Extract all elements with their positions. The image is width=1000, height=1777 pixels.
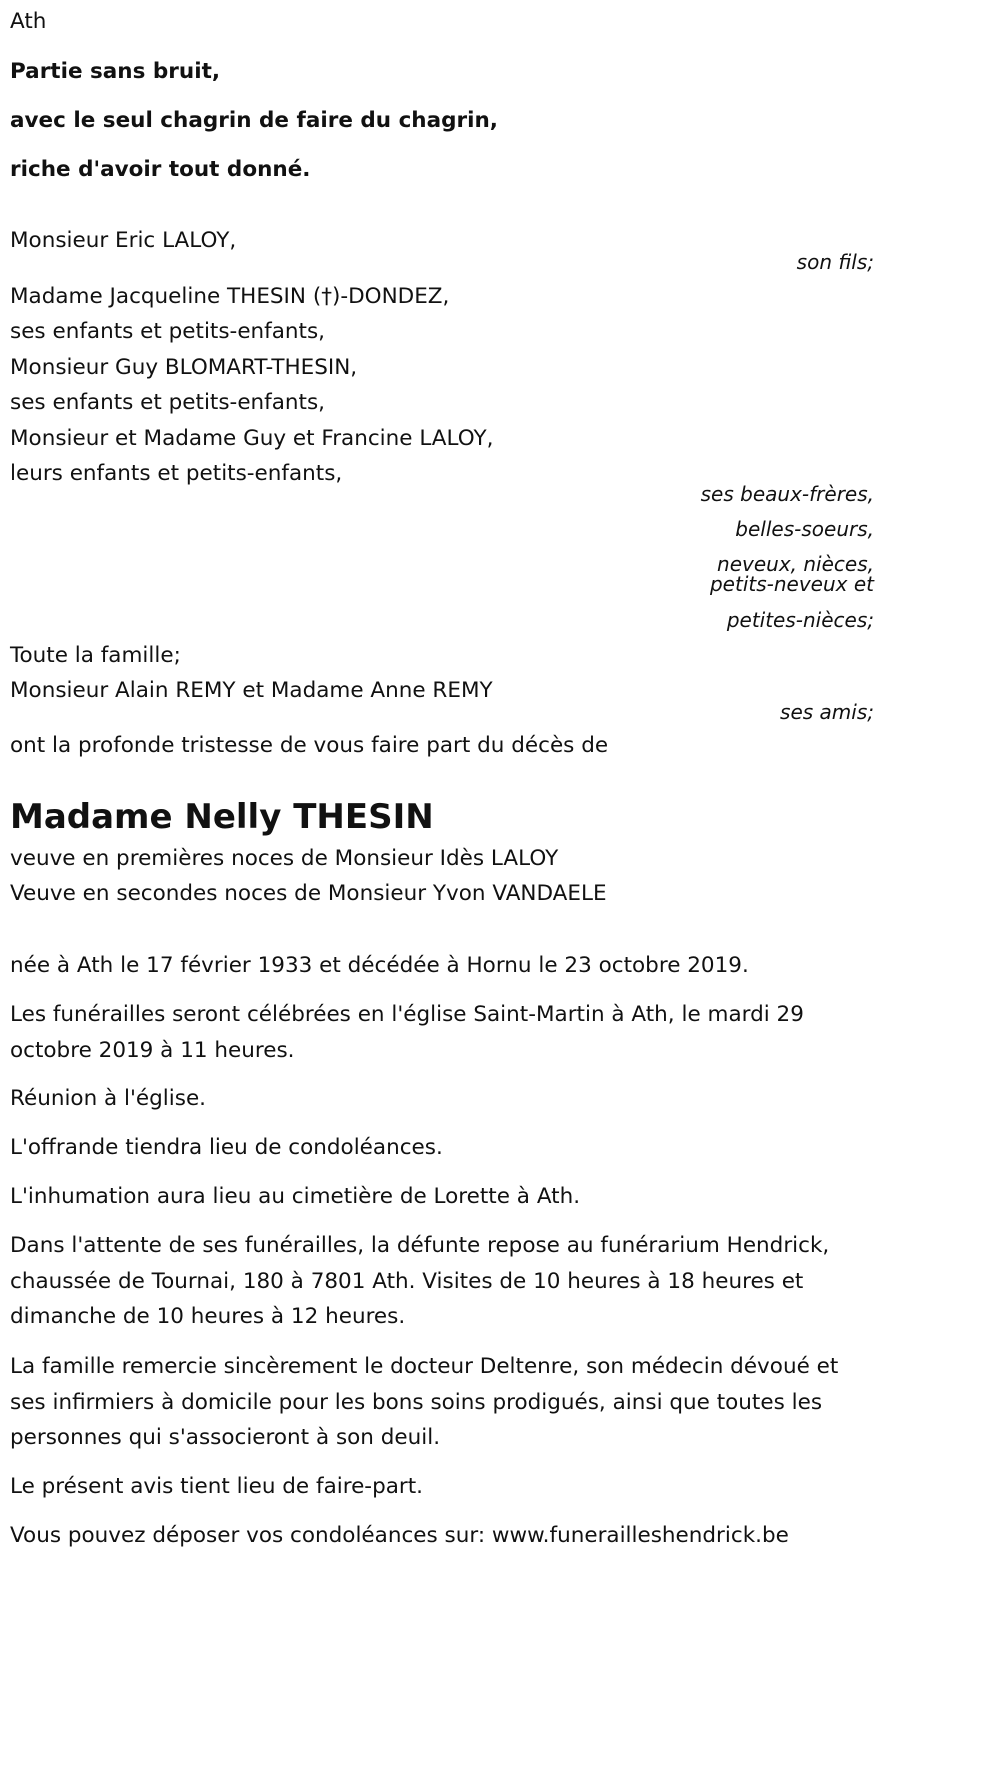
family-inlaw-6: leurs enfants et petits-enfants, <box>10 461 343 486</box>
family-son: Monsieur Eric LALOY, <box>10 228 237 253</box>
role-inlaws-3: neveux, nièces, <box>717 552 874 576</box>
deceased-first-marriage: veuve en premières noces de Monsieur Idès LALOY <box>10 846 559 871</box>
family-inlaw-1: Madame Jacqueline THESIN (†)-DONDEZ, <box>10 284 450 309</box>
poem-line-3: riche d'avoir tout donné. <box>10 157 311 182</box>
role-inlaws-1: ses beaux-frères, <box>700 482 874 506</box>
announcement-text: ont la profonde tristesse de vous faire part du décès de <box>10 733 609 758</box>
family-friends: Monsieur Alain REMY et Madame Anne REMY <box>10 678 493 703</box>
funeral-details: Les funérailles seront célébrées en l'église Saint-Martin à Ath, le mardi 29 octobre 2019 à 11 heures. <box>10 1002 804 1063</box>
poem-line-1: Partie sans bruit, <box>10 59 221 84</box>
role-inlaws-5: petites-nièces; <box>726 608 874 632</box>
offering-note: L'offrande tiendra lieu de condoléances. <box>10 1135 443 1160</box>
burial-details: L'inhumation aura lieu au cimetière de Lorette à Ath. <box>10 1184 581 1209</box>
role-inlaws-2: belles-soeurs, <box>735 517 874 541</box>
role-inlaws-4: petits-neveux et <box>709 572 874 596</box>
deceased-second-marriage: Veuve en secondes noces de Monsieur Yvon VANDAELE <box>10 881 607 906</box>
condolences-link: Vous pouvez déposer vos condoléances sur: www.funerailleshendrick.be <box>10 1523 789 1548</box>
deceased-name: Madame Nelly THESIN <box>10 797 434 837</box>
family-inlaw-2: ses enfants et petits-enfants, <box>10 319 326 344</box>
visitation-details: Dans l'attente de ses funérailles, la défunte repose au funérarium Hendrick, chaussée de Tournai, 180 à 7801 Ath. Visites de 10 heures à 18 heures et dimanche de 10 heures à 12 heures. <box>10 1233 830 1329</box>
city-label: Ath <box>10 9 47 34</box>
family-inlaw-4: ses enfants et petits-enfants, <box>10 390 326 415</box>
family-all: Toute la famille; <box>10 643 181 668</box>
birth-death-dates: née à Ath le 17 février 1933 et décédée à Hornu le 23 octobre 2019. <box>10 953 749 978</box>
poem-line-2: avec le seul chagrin de faire du chagrin, <box>10 108 498 133</box>
thanks-note: La famille remercie sincèrement le docteur Deltenre, son médecin dévoué et ses infirmiers à domicile pour les bons soins prodigués, ainsi que toutes les personnes qui s'associeront à son deuil. <box>10 1354 839 1450</box>
family-inlaw-3: Monsieur Guy BLOMART-THESIN, <box>10 355 358 380</box>
role-friends: ses amis; <box>780 700 874 724</box>
family-inlaw-5: Monsieur et Madame Guy et Francine LALOY, <box>10 426 494 451</box>
meeting-place: Réunion à l'église. <box>10 1086 207 1111</box>
role-son: son fils; <box>796 250 874 274</box>
notice-statement: Le présent avis tient lieu de faire-part. <box>10 1474 423 1499</box>
